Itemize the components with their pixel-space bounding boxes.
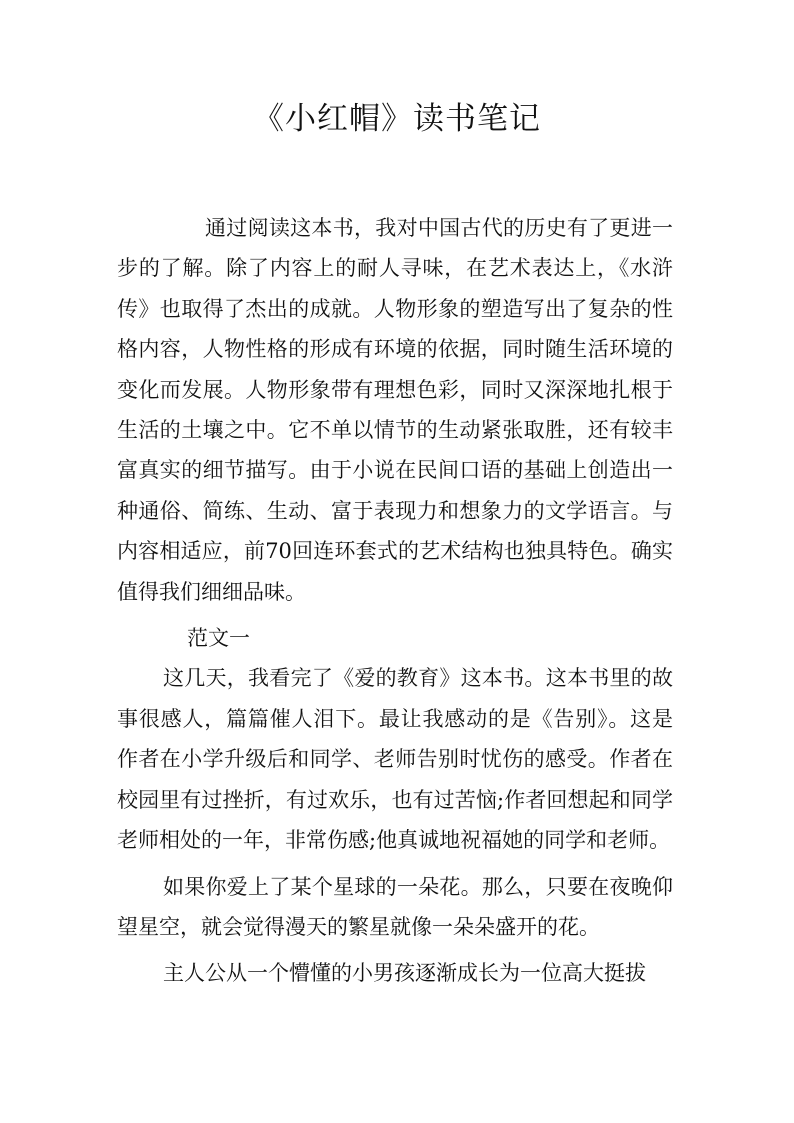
paragraph-protagonist-growth: 主人公从一个懵懂的小男孩逐渐成长为一位高大挺拔 (163, 961, 646, 986)
paragraph-flower-on-star: 如果你爱上了某个星球的一朵花。那么，只要在夜晚仰望星空，就会觉得漫天的繁星就像一朵朵盛开的花。 (117, 874, 673, 939)
section-heading-sample-one: 范文一 (187, 626, 250, 651)
paragraph-reading-notes: 通过阅读这本书，我对中国古代的历史有了更进一步的了解。除了内容上的耐人寻味，在艺术表达上，《水浒传》也取得了杰出的成就。人物形象的塑造写出了复杂的性格内容，人物性格的形成有环境的依据，同时随生活环境的变化而发展。人物形象带有理想色彩，同时又深深地扎根于生活的土壤之中。它不单以情节的生动紧张取胜，还有较丰富真实的细节描写。由于小说在民间口语的基础上创造出一种通俗、简练、生动、富于表现力和想象力的文学语言。与内容相适应，前70回连环套式的艺术结构也独具特色。确实值得我们细细品味。 (117, 216, 673, 604)
page-title: 《小红帽》读书笔记 (253, 101, 541, 137)
paragraph-education-of-love: 这几天，我看完了《爱的教育》这本书。这本书里的故事很感人，篇篇催人泪下。最让我感动的是《告别》。这是作者在小学升级后和同学、老师告别时忧伤的感受。作者在校园里有过挫折，有过欢乐，也有过苦恼;作者回想起和同学老师相处的一年，非常伤感;他真诚地祝福她的同学和老师。 (117, 666, 673, 853)
document-body (117, 208, 673, 994)
